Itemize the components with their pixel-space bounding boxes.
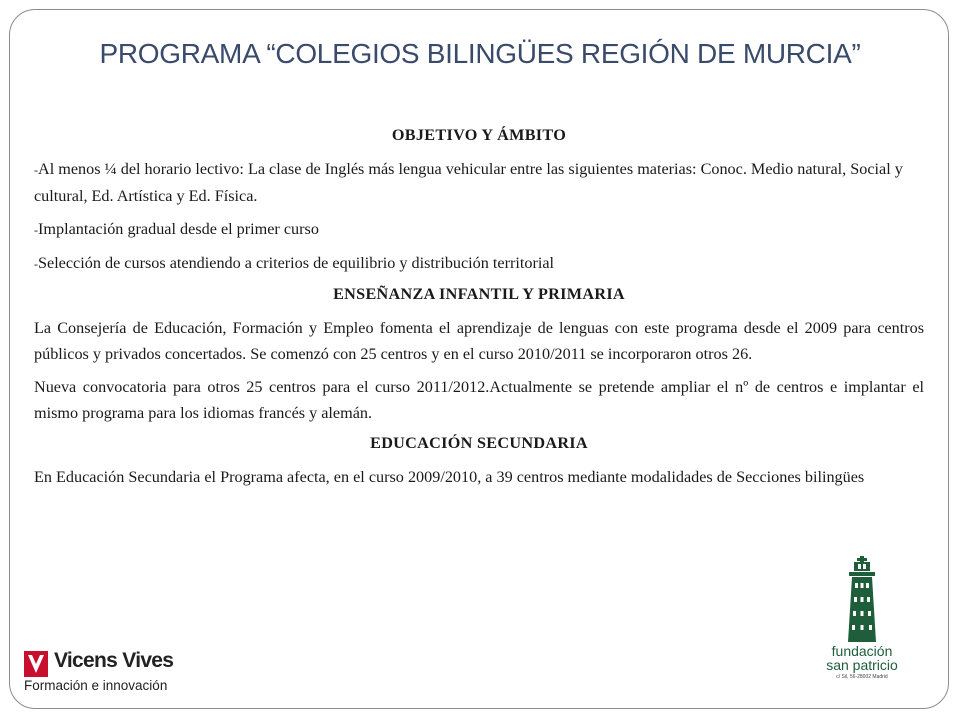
slide-title: PROGRAMA “COLEGIOS BILINGÜES REGIÓN DE MURCIA”	[99, 38, 861, 69]
heading-objetivo: OBJETIVO Y ÁMBITO	[391, 126, 567, 144]
fundacion-line1: fundación	[831, 643, 893, 659]
vicens-vives-name: Vicens Vives	[54, 649, 174, 672]
fundacion-address: c/ Sil, 56-28002 Madrid	[836, 674, 888, 680]
fundacion-line2: san patricio	[826, 657, 898, 673]
heading-secundaria: EDUCACIÓN SECUNDARIA	[370, 434, 588, 452]
fundacion-san-patricio-logo	[820, 556, 904, 686]
slide-content	[34, 122, 924, 497]
heading-infantil: ENSEÑANZA INFANTIL Y PRIMARIA	[333, 285, 625, 303]
vicens-vives-mark-icon	[24, 651, 48, 677]
vicens-vives-tagline: Formación e innovación	[24, 678, 168, 693]
secundaria-paragraph: En Educación Secundaria el Programa afecta, en el curso 2009/2010, a 39 centros mediante modalidades de Secciones bilingües	[34, 468, 865, 486]
objetivo-item: -Implantación gradual desde el primer curso	[34, 220, 319, 238]
lighthouse-icon	[838, 556, 886, 649]
objetivo-item: -Al menos ¼ del horario lectivo: La clase de Inglés más lengua vehicular entre las siguientes materias: Conoc. Medio natural, Social y cultural, Ed. Artística y Ed. Física.	[34, 160, 903, 205]
infantil-paragraph: La Consejería de Educación, Formación y Empleo fomenta el aprendizaje de lenguas con este programa desde el 2009 para centros públicos y privados concertados. Se comenzó con 25 centros y en el curso 2010/2011 se incorporaron otros 26.	[34, 319, 924, 363]
objetivo-item: -Selección de cursos atendiendo a criterios de equilibrio y distribución territorial	[34, 254, 555, 272]
infantil-paragraph: Nueva convocatoria para otros 25 centros para el curso 2011/2012.Actualmente se pretende ampliar el nº de centros e implantar el mismo programa para los idiomas francés y alemán.	[34, 378, 924, 422]
vicens-vives-logo	[24, 648, 174, 696]
